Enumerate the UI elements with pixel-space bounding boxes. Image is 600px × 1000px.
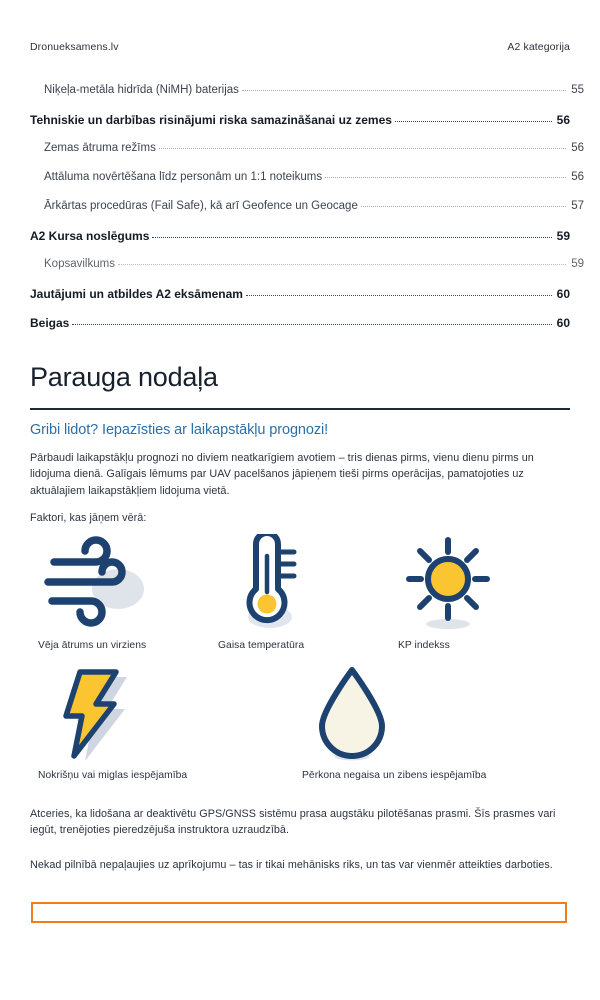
toc-leader-dots bbox=[159, 147, 566, 149]
factor-item-precipitation bbox=[38, 664, 187, 781]
toc-entry-page: 60 bbox=[556, 316, 570, 330]
factor-caption: KP indekss bbox=[398, 640, 450, 651]
toc-entry[interactable] bbox=[30, 113, 570, 142]
water-drop-icon bbox=[302, 664, 486, 764]
section-subheading: Gribi lidot? Iepazīsties ar laikapstākļu prognozi! bbox=[30, 422, 329, 438]
toc-entry-label: Niķeļa-metāla hidrīda (NiMH) baterijas bbox=[44, 84, 239, 96]
toc-entry[interactable] bbox=[30, 316, 570, 345]
factor-caption: Pērkona negaisa un zibens iespējamība bbox=[302, 770, 487, 781]
factor-caption: Nokrišņu vai miglas iespējamība bbox=[38, 770, 188, 781]
toc-entry[interactable] bbox=[30, 229, 570, 258]
intro-paragraph: Pārbaudi laikapstākļu prognozi no diviem neatkarīgiem avotiem – tris dienas pirms, vienu dienu pirms un lidojuma dienā. Galīgais lēmums par UAV pacelšanos jāpieņem tieši pirms operācijas, pamatojoties uz aktuālajiem laikapstākļiem lidojuma vietā. bbox=[30, 452, 534, 497]
toc-entry-label: Zemas ātruma režīms bbox=[44, 142, 156, 154]
factor-caption: Vēja ātrums un virziens bbox=[38, 640, 147, 651]
toc-entry[interactable] bbox=[30, 258, 584, 287]
factor-item-wind bbox=[38, 534, 158, 651]
orange-callout-box bbox=[31, 902, 567, 923]
toc-entry-label: Kopsavilkums bbox=[44, 258, 115, 270]
toc-entry-page: 56 bbox=[571, 171, 584, 183]
toc-entry-label: Attāluma novērtēšana līdz personām un 1:1 noteikums bbox=[44, 171, 323, 183]
header-category: A2 kategorija bbox=[507, 41, 570, 53]
toc-entry[interactable] bbox=[30, 84, 584, 113]
page-title: Parauga nodaļa bbox=[30, 362, 218, 392]
toc-entry[interactable] bbox=[30, 200, 584, 229]
toc-leader-dots bbox=[325, 176, 566, 178]
toc-entry-page: 60 bbox=[556, 287, 570, 301]
toc-entry-label: A2 Kursa noslēgums bbox=[30, 229, 150, 243]
toc-entry-label: Ārkārtas procedūras (Fail Safe), kā arī Geofence un Geocage bbox=[44, 200, 358, 212]
factor-item-thunderstorm bbox=[302, 664, 486, 781]
toc-entry-page: 59 bbox=[556, 229, 570, 243]
toc-entry-label: Jautājumi un atbildes A2 eksāmenam bbox=[30, 287, 243, 301]
toc-entry-label: Tehniskie un darbības risinājumi riska samazināšanai uz zemes bbox=[30, 113, 392, 127]
factor-item-temperature bbox=[218, 534, 328, 651]
toc-entry-page: 57 bbox=[571, 200, 584, 212]
note-paragraph-equipment: Nekad pilnībā nepaļaujies uz aprīkojumu – tas ir tikai mehānisks riks, un tas var vienmēr atteikties darboties. bbox=[30, 859, 553, 871]
factor-caption: Gaisa temperatūra bbox=[218, 640, 305, 651]
toc-entry-page: 59 bbox=[571, 258, 584, 270]
toc-entry[interactable] bbox=[30, 142, 584, 171]
toc-leader-dots bbox=[242, 89, 566, 91]
toc-entry-page: 56 bbox=[556, 113, 570, 127]
header-site-name: Dronueksamens.lv bbox=[30, 41, 119, 53]
toc-leader-dots bbox=[361, 205, 566, 207]
toc-leader-dots bbox=[118, 263, 566, 265]
toc-leader-dots bbox=[152, 236, 552, 238]
toc-entry[interactable] bbox=[30, 287, 570, 316]
factors-row-1 bbox=[30, 534, 570, 664]
thermometer-icon bbox=[218, 534, 328, 634]
toc-entry[interactable] bbox=[30, 171, 584, 200]
toc-entry-label: Beigas bbox=[30, 316, 70, 330]
toc-leader-dots bbox=[246, 294, 552, 296]
toc-entry-page: 55 bbox=[571, 84, 584, 96]
sun-icon bbox=[398, 534, 508, 634]
toc-leader-dots bbox=[72, 323, 552, 325]
factors-row-2 bbox=[30, 664, 570, 794]
toc-entry-page: 56 bbox=[571, 142, 584, 154]
wind-icon bbox=[38, 534, 158, 634]
factor-item-kp-index bbox=[398, 534, 508, 651]
weather-factors-grid bbox=[30, 534, 570, 794]
toc-leader-dots bbox=[395, 120, 552, 122]
running-header bbox=[30, 41, 570, 53]
note-paragraph-gps: Atceries, ka lidošana ar deaktivētu GPS/GNSS sistēmu prasa augstāku pilotēšanas prasmi. Šīs prasmes vari iegūt, trenējoties pieredzējuša instruktora uzraudzībā. bbox=[30, 808, 556, 837]
factors-intro-text: Faktori, kas jāņem vērā: bbox=[30, 512, 147, 524]
lightning-icon bbox=[38, 664, 187, 764]
title-divider bbox=[30, 408, 570, 410]
table-of-contents bbox=[30, 84, 584, 345]
